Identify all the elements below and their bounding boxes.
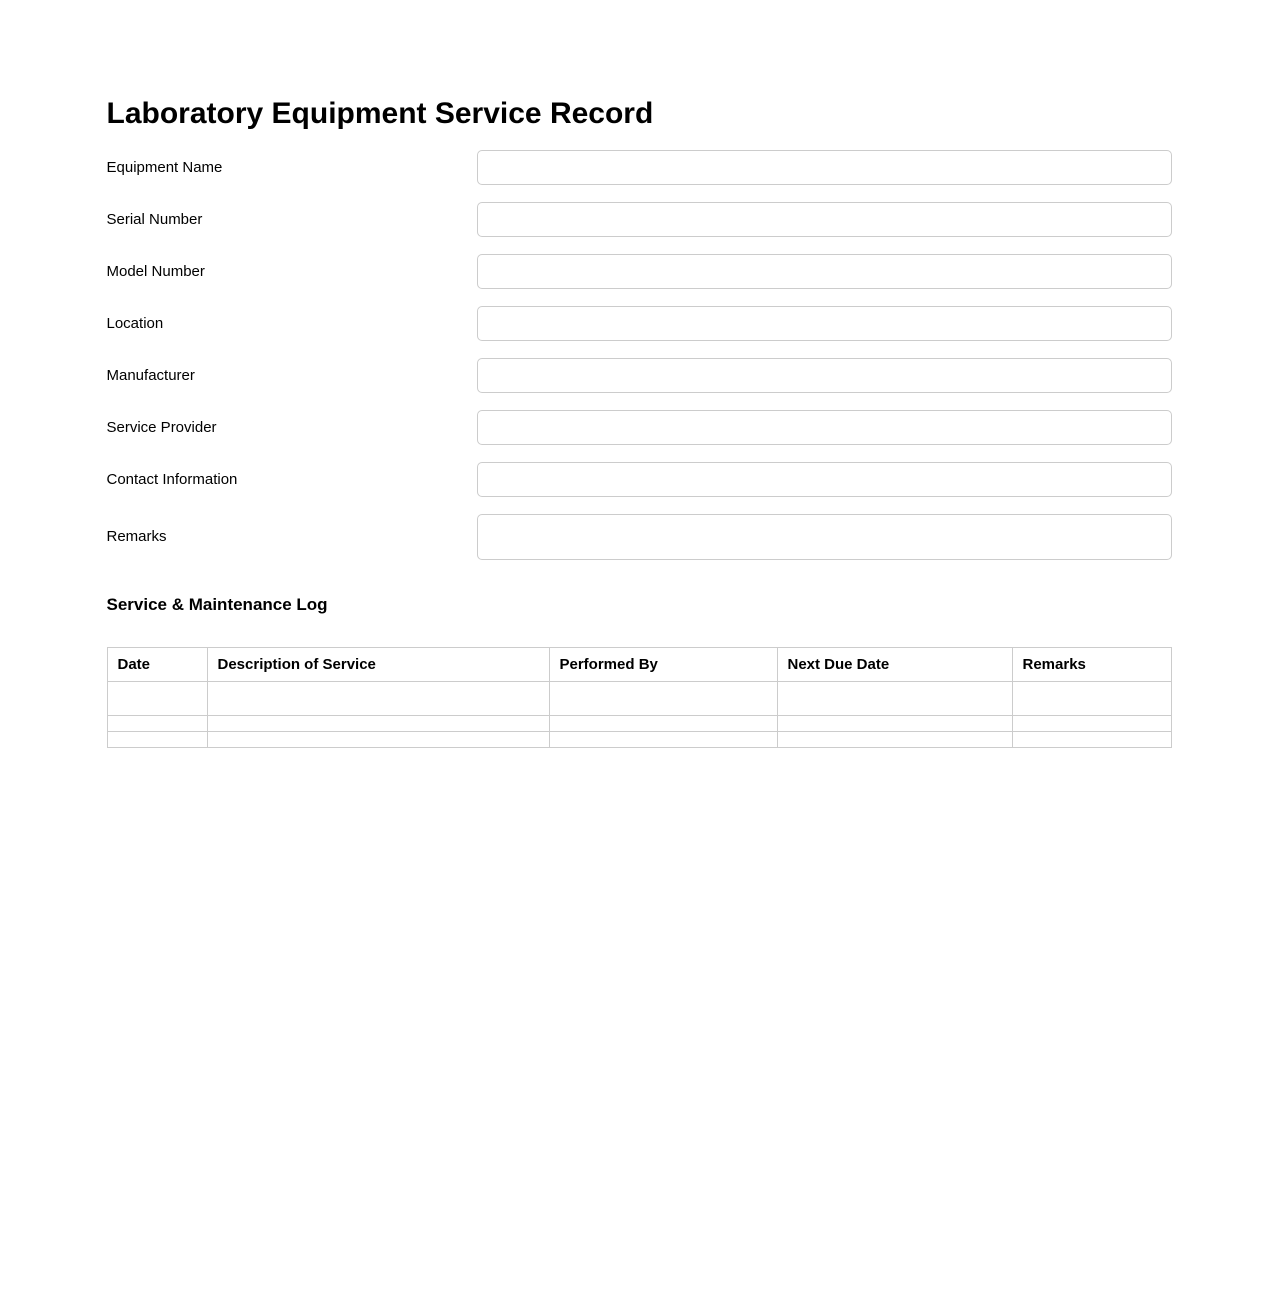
table-row [107,732,1171,748]
page [107,0,1172,748]
column-header-description: Description of Service [207,648,549,682]
cell-description [207,682,549,716]
manufacturer-input[interactable] [477,358,1172,393]
contact-information-field [107,462,1172,497]
cell-date [107,732,207,748]
cell-remarks [1012,732,1171,748]
service-log-heading: Service & Maintenance Log [106,595,328,614]
table-row [107,682,1171,716]
contact-information-label: Contact Information [106,470,238,488]
cell-description [207,732,549,748]
cell-performed-by [549,682,777,716]
serial-number-field [107,202,1172,237]
cell-performed-by [549,732,777,748]
location-label: Location [106,314,164,332]
service-provider-input[interactable] [477,410,1172,445]
equipment-name-field [107,150,1172,185]
column-header-next-due-date: Next Due Date [777,648,1012,682]
cell-remarks [1012,682,1171,716]
equipment-form [107,150,1172,560]
service-provider-label: Service Provider [106,418,217,436]
serial-number-label: Serial Number [106,210,203,228]
cell-next-due-date [777,732,1012,748]
cell-description [207,716,549,732]
equipment-name-label: Equipment Name [106,158,223,176]
cell-remarks [1012,716,1171,732]
manufacturer-label: Manufacturer [106,366,195,384]
model-number-label: Model Number [106,262,205,280]
remarks-input[interactable] [477,514,1172,560]
location-field [107,306,1172,341]
service-log-table [107,647,1172,748]
column-header-remarks: Remarks [1012,648,1171,682]
cell-date [107,682,207,716]
remarks-field [107,514,1172,560]
model-number-input[interactable] [477,254,1172,289]
contact-information-input[interactable] [477,462,1172,497]
column-header-performed-by: Performed By [549,648,777,682]
table-row [107,716,1171,732]
column-header-date: Date [107,648,207,682]
location-input[interactable] [477,306,1172,341]
remarks-label: Remarks [106,528,167,545]
cell-next-due-date [777,682,1012,716]
manufacturer-field [107,358,1172,393]
cell-date [107,716,207,732]
equipment-name-input[interactable] [477,150,1172,185]
cell-performed-by [549,716,777,732]
table-header-row [107,648,1171,682]
model-number-field [107,254,1172,289]
service-provider-field [107,410,1172,445]
serial-number-input[interactable] [477,202,1172,237]
cell-next-due-date [777,716,1012,732]
page-title: Laboratory Equipment Service Record [106,97,654,130]
